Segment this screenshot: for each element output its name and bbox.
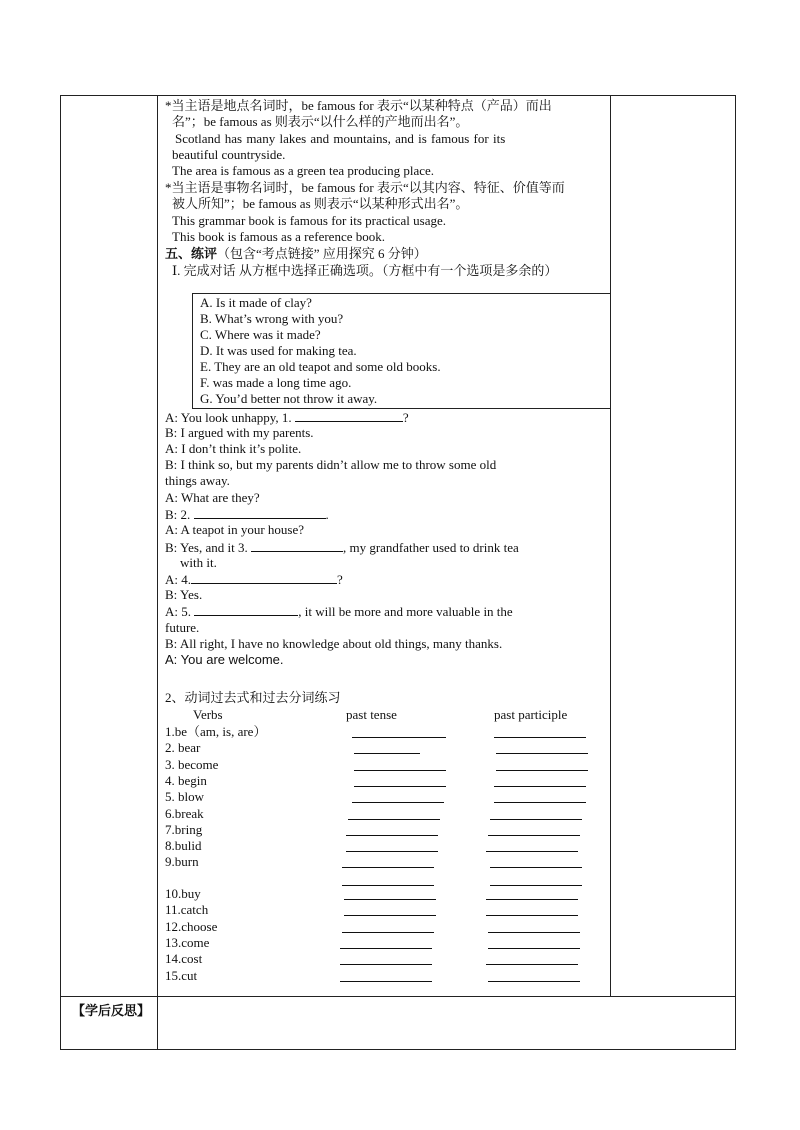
past-tense-blank-4[interactable] — [354, 786, 446, 787]
verb-2: 2. bear — [165, 740, 201, 755]
dialogue-line-2: B: I argued with my parents. — [165, 425, 314, 440]
option-a: A. Is it made of clay? — [200, 295, 312, 310]
column-header-past-tense: past tense — [346, 707, 397, 722]
dialogue-line-7 — [165, 506, 329, 523]
past-participle-blank-3[interactable] — [496, 770, 588, 771]
extra-past-participle-blank[interactable] — [490, 885, 582, 886]
dialogue-line-13-end: , it will be more and more valuable in the — [298, 604, 513, 619]
dialogue-line-12: B: Yes. — [165, 587, 203, 602]
past-participle-blank-8[interactable] — [486, 851, 578, 852]
dialogue-line-11-end: ? — [337, 572, 343, 587]
past-participle-blank-6[interactable] — [490, 819, 582, 820]
past-tense-blank-2[interactable] — [354, 753, 420, 754]
note-1-line-1: *当主语是地点名词时，be famous for 表示“以某种特点（产品）而出 — [165, 98, 552, 113]
dialogue-line-1-end: ? — [402, 410, 409, 425]
note-2-line-1: *当主语是事物名词时，be famous for 表示“以其内容、特征、价值等而 — [165, 180, 565, 195]
past-tense-blank-3[interactable] — [354, 770, 446, 771]
answer-blank-3[interactable] — [251, 539, 343, 552]
verb-11: 11.catch — [165, 902, 209, 917]
dialogue-line-7-text: B: 2. — [165, 507, 191, 522]
table-bottom-border — [60, 1049, 736, 1050]
dialogue-line-16: A: You are welcome. — [165, 652, 284, 667]
example-1-line-2: beautiful countryside. — [172, 147, 286, 162]
part-1-instruction: Ⅰ. 完成对话 从方框中选择正确选项。（方框中有一个选项是多余的） — [172, 263, 558, 278]
dialogue-line-11 — [165, 571, 343, 588]
past-participle-blank-15[interactable] — [488, 981, 580, 982]
dialogue-line-1-text: A: You look unhappy, 1. — [165, 410, 292, 425]
dialogue-line-14: future. — [165, 620, 200, 635]
past-participle-blank-13[interactable] — [488, 948, 580, 949]
table-top-border — [60, 95, 736, 96]
dialogue-line-6: A: What are they? — [165, 490, 260, 505]
past-tense-blank-6[interactable] — [348, 819, 440, 820]
option-d: D. It was used for making tea. — [200, 343, 357, 358]
past-participle-blank-12[interactable] — [488, 932, 580, 933]
past-participle-blank-7[interactable] — [488, 835, 580, 836]
reflection-label: 【学后反思】 — [72, 1003, 151, 1018]
verb-10: 10.buy — [165, 886, 201, 901]
past-tense-blank-5[interactable] — [352, 802, 444, 803]
example-1-line-1: Scotland has many lakes and mountains, and is famous for its — [175, 131, 506, 146]
past-tense-blank-8[interactable] — [346, 851, 438, 852]
table-right-border — [735, 95, 736, 1050]
example-2: The area is famous as a green tea producing place. — [172, 163, 435, 178]
note-2-line-2: 被人所知”；be famous as 则表示“以某种形式出名”。 — [172, 196, 469, 211]
table-row-divider — [60, 996, 736, 997]
verb-13: 13.come — [165, 935, 210, 950]
past-participle-blank-9[interactable] — [490, 867, 582, 868]
dialogue-line-9 — [165, 539, 519, 556]
answer-blank-5[interactable] — [194, 603, 298, 616]
column-header-verbs: Verbs — [193, 707, 223, 722]
past-participle-blank-4[interactable] — [494, 786, 586, 787]
past-tense-blank-12[interactable] — [342, 932, 434, 933]
extra-past-tense-blank[interactable] — [342, 885, 434, 886]
option-f: F. was made a long time ago. — [200, 375, 352, 390]
option-c: C. Where was it made? — [200, 327, 321, 342]
verb-8: 8.bulid — [165, 838, 202, 853]
dialogue-line-4: B: I think so, but my parents didn’t allow me to throw some old — [165, 457, 497, 472]
verb-15: 15.cut — [165, 968, 198, 983]
verb-14: 14.cost — [165, 951, 203, 966]
verb-9: 9.burn — [165, 854, 199, 869]
dialogue-line-3: A: I don’t think it’s polite. — [165, 441, 302, 456]
verb-4: 4. begin — [165, 773, 207, 788]
dialogue-line-10: with it. — [180, 555, 217, 570]
table-col-divider-left — [157, 95, 158, 1050]
dialogue-line-5: things away. — [165, 473, 230, 488]
past-participle-blank-1[interactable] — [494, 737, 586, 738]
past-tense-blank-11[interactable] — [344, 915, 436, 916]
section-5-heading — [165, 246, 427, 262]
option-e: E. They are an old teapot and some old books. — [200, 359, 441, 374]
dialogue-line-9-end: , my grandfather used to drink tea — [342, 540, 519, 555]
dialogue-line-13-text: A: 5. — [165, 604, 191, 619]
past-participle-blank-2[interactable] — [496, 753, 588, 754]
past-participle-blank-5[interactable] — [494, 802, 586, 803]
past-tense-blank-10[interactable] — [344, 899, 436, 900]
past-participle-blank-10[interactable] — [486, 899, 578, 900]
past-tense-blank-15[interactable] — [340, 981, 432, 982]
verb-7: 7.bring — [165, 822, 203, 837]
answer-blank-2[interactable] — [194, 506, 326, 519]
dialogue-line-11-text: A: 4. — [165, 572, 191, 587]
verb-1: 1.be（am, is, are） — [165, 724, 267, 739]
past-participle-blank-11[interactable] — [486, 915, 578, 916]
section-5-title: 五、练评 — [165, 246, 218, 261]
past-tense-blank-9[interactable] — [342, 867, 434, 868]
answer-blank-4[interactable] — [191, 571, 337, 584]
past-tense-blank-14[interactable] — [340, 964, 432, 965]
past-participle-blank-14[interactable] — [486, 964, 578, 965]
verb-12: 12.choose — [165, 919, 218, 934]
column-header-past-participle: past participle — [494, 707, 568, 722]
dialogue-line-15: B: All right, I have no knowledge about old things, many thanks. — [165, 636, 503, 651]
past-tense-blank-1[interactable] — [352, 737, 446, 738]
dialogue-line-9-text: B: Yes, and it 3. — [165, 540, 248, 555]
option-b: B. What’s wrong with you? — [200, 311, 344, 326]
past-tense-blank-7[interactable] — [346, 835, 438, 836]
dialogue-line-13 — [165, 603, 513, 620]
dialogue-line-8: A: A teapot in your house? — [165, 522, 305, 537]
section-2-title: 2、动词过去式和过去分词练习 — [165, 690, 341, 705]
verb-6: 6.break — [165, 806, 204, 821]
verb-3: 3. become — [165, 757, 219, 772]
verb-5: 5. blow — [165, 789, 204, 804]
past-tense-blank-13[interactable] — [340, 948, 432, 949]
dialogue-line-1 — [165, 409, 409, 426]
example-3: This grammar book is famous for its practical usage. — [172, 213, 447, 228]
table-col-divider-right — [610, 95, 611, 997]
section-5-note: （包含“考点链接” 应用探究 6 分钟） — [217, 246, 427, 261]
option-g: G. You’d better not throw it away. — [200, 391, 378, 406]
answer-blank-1[interactable] — [295, 409, 403, 422]
example-4: This book is famous as a reference book. — [172, 229, 385, 244]
dialogue-line-7-end: . — [325, 507, 329, 522]
note-1-line-2: 名”；be famous as 则表示“以什么样的产地而出名”。 — [172, 114, 469, 129]
table-left-border — [60, 95, 61, 1050]
